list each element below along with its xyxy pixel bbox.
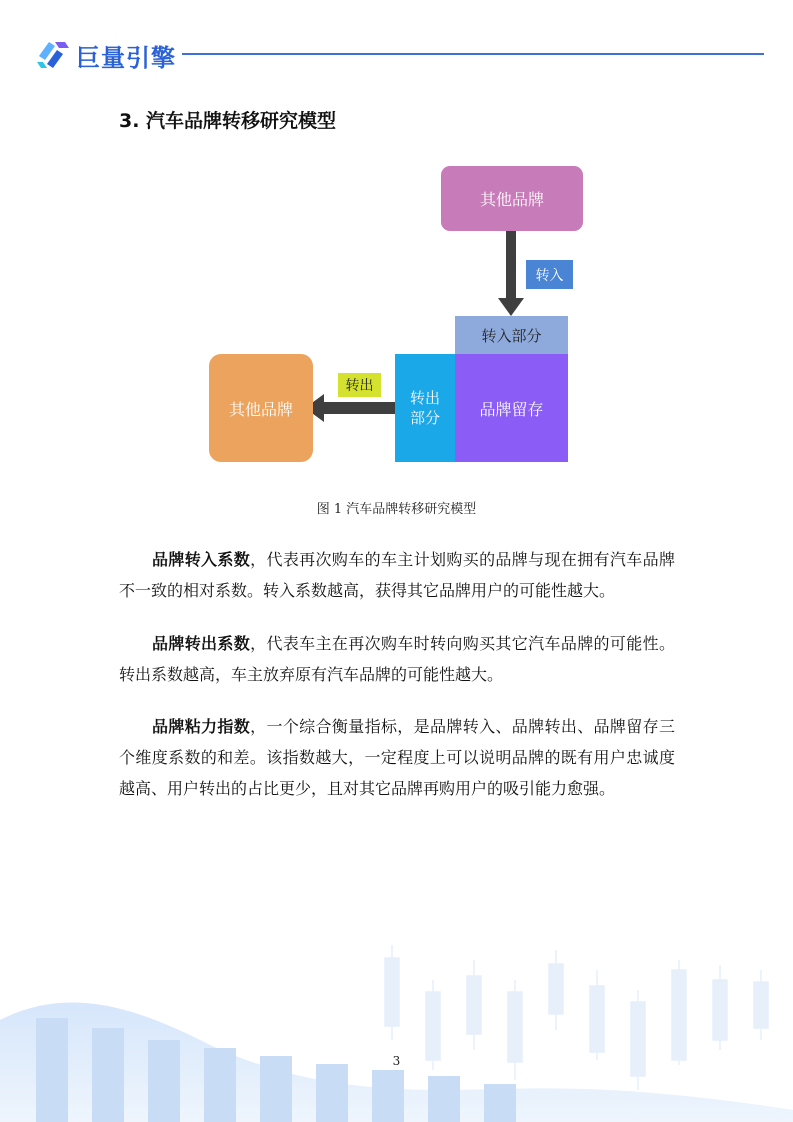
other-brand-top-box: 其他品牌	[441, 166, 583, 231]
footer-decoration	[0, 940, 793, 1122]
desc-transfer-out: ，代表车主在再次购车时转向购买其它汽车品牌的可能性。转出系数越高，车主放弃原有汽车品牌的可能性越大。	[119, 634, 675, 684]
desc-stickiness: ，一个综合衡量指标，是品牌转入、品牌转出、品牌留存三个维度系数的和差。该指数越大，一定程度上可以说明品牌的既有用户忠诚度越高、用户转出的占比更少，且对其它品牌再购用户的吸引能力愈强。	[119, 717, 675, 798]
transfer-out-part-box	[395, 354, 455, 462]
term-transfer-in: 品牌转入系数	[152, 550, 251, 569]
paragraph-transfer-in	[119, 544, 675, 606]
transfer-out-label: 转出	[338, 373, 381, 397]
transfer-out-part-line2: 部分	[409, 409, 440, 427]
transfer-in-part-box: 转入部分	[455, 316, 568, 354]
other-brand-left-box: 其他品牌	[209, 354, 313, 462]
term-transfer-out: 品牌转出系数	[152, 634, 251, 653]
term-stickiness: 品牌粘力指数	[152, 717, 251, 736]
down-arrow-head	[498, 298, 524, 316]
left-arrow-shaft	[322, 402, 395, 414]
transfer-in-label: 转入	[526, 260, 573, 289]
desc-transfer-in: ，代表再次购车的车主计划购买的品牌与现在拥有汽车品牌不一致的相对系数。转入系数越高，获得其它品牌用户的可能性越大。	[119, 550, 675, 600]
paragraph-transfer-out	[119, 628, 675, 690]
page-number: 3	[392, 1054, 401, 1068]
brand-retain-box: 品牌留存	[455, 354, 568, 462]
paragraph-stickiness	[119, 711, 675, 804]
brand-logo-text: 巨量引擎	[76, 44, 176, 72]
section-title: 3. 汽车品牌转移研究模型	[119, 110, 337, 132]
figure-caption: 图 1 汽车品牌转移研究模型	[316, 502, 477, 517]
down-arrow-shaft	[506, 231, 516, 299]
transfer-out-part-line1: 转出	[409, 389, 440, 407]
